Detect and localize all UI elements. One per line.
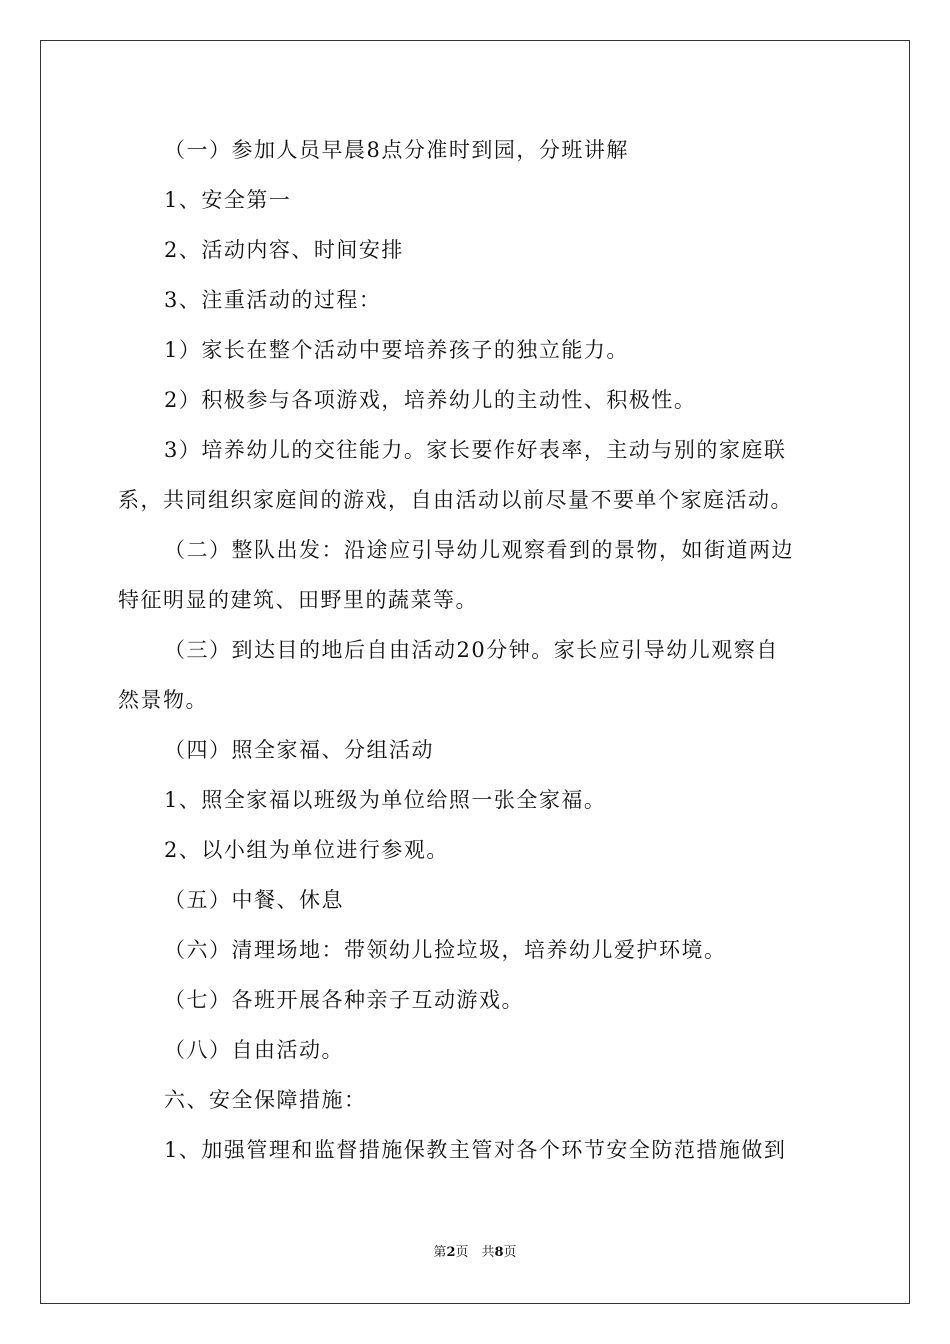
text-line: 2）积极参与各项游戏，培养幼儿的主动性、积极性。 — [164, 388, 697, 412]
text-line: 然景物。 — [118, 688, 208, 712]
page-mid: 页 共 — [455, 1245, 495, 1260]
text-line: （八）自由活动。 — [164, 1038, 344, 1062]
text-line: 1、照全家福以班级为单位给照一张全家福。 — [164, 788, 607, 812]
text-line: 1）家长在整个活动中要培养孩子的独立能力。 — [164, 338, 629, 362]
text-line: 六、安全保障措施： — [164, 1088, 367, 1112]
text-line: （七）各班开展各种亲子互动游戏。 — [164, 988, 524, 1012]
text-line: （五）中餐、休息 — [164, 888, 344, 912]
total-page-number: 8 — [494, 1245, 504, 1260]
text-line: 3、注重活动的过程： — [164, 288, 382, 312]
text-line: （二）整队出发：沿途应引导幼儿观察看到的景物，如街道两边 — [164, 538, 794, 562]
page-prefix: 第 — [433, 1245, 447, 1260]
page-border — [40, 40, 910, 1304]
text-line: 2、以小组为单位进行参观。 — [164, 838, 449, 862]
text-line: （四）照全家福、分组活动 — [164, 738, 434, 762]
text-line: （六）清理场地：带领幼儿捡垃圾，培养幼儿爱护环境。 — [164, 938, 727, 962]
text-line: （三）到达目的地后自由活动20分钟。家长应引导幼儿观察自 — [164, 638, 779, 662]
current-page-number: 2 — [446, 1245, 456, 1260]
text-line: 系，共同组织家庭间的游戏，自由活动以前尽量不要单个家庭活动。 — [118, 488, 793, 512]
text-line: 3）培养幼儿的交往能力。家长要作好表率，主动与别的家庭联 — [164, 438, 787, 462]
text-line: 1、安全第一 — [164, 188, 292, 212]
page-number-footer — [0, 1244, 950, 1262]
text-line: （一）参加人员早晨8点分准时到园，分班讲解 — [164, 138, 629, 162]
text-line: 2、活动内容、时间安排 — [164, 238, 404, 262]
text-line: 1、加强管理和监督措施保教主管对各个环节安全防范措施做到 — [164, 1138, 787, 1162]
text-line: 特征明显的建筑、田野里的蔬菜等。 — [118, 588, 478, 612]
page-suffix: 页 — [503, 1245, 517, 1260]
